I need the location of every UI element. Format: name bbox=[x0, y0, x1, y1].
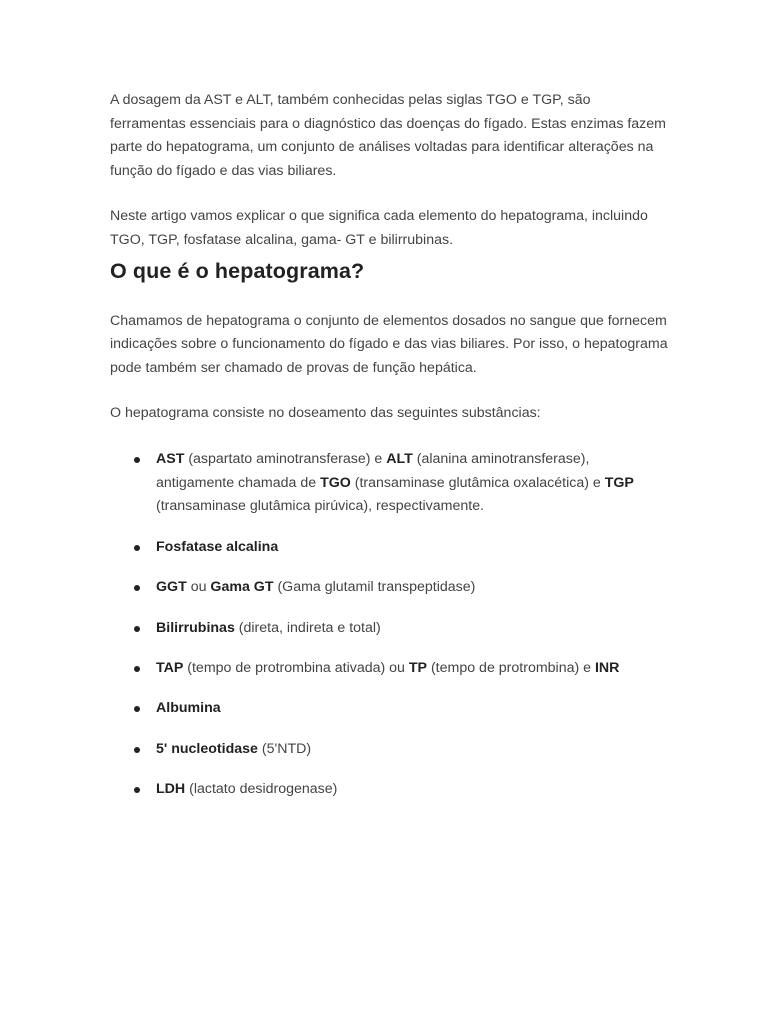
bullet-icon bbox=[134, 787, 140, 793]
section-paragraph: O hepatograma consiste no doseamento das seguintes substâncias: bbox=[110, 405, 541, 422]
intro-paragraph: A dosagem da AST e ALT, também conhecidas pelas siglas TGO e TGP, são ferramentas essenciais para o diagnóstico das doenças do fígado. Estas enzimas fazem parte do hepatograma, um conjunto de análises voltadas para identificar alterações na função do fígado e das vias biliares. bbox=[110, 92, 666, 179]
bullet-icon bbox=[134, 666, 140, 672]
description: (tempo de protrombina ativada) ou bbox=[183, 659, 409, 676]
term: Gama GT bbox=[210, 579, 274, 596]
intro-paragraph: Neste artigo vamos explicar o que significa cada elemento do hepatograma, incluindo TGO, TGP, fosfatase alcalina, gama- GT e bilirrubinas. bbox=[110, 208, 648, 248]
description: ou bbox=[186, 579, 211, 596]
section-paragraph: Chamamos de hepatograma o conjunto de elementos dosados no sangue que fornecem indicações sobre o funcionamento do fígado e das vias biliares. Por isso, o hepatograma pode também ser chamado de provas de função hepática. bbox=[110, 312, 668, 376]
description: (aspartato aminotransferase) e bbox=[184, 450, 387, 467]
list-item bbox=[110, 617, 670, 641]
description: (5'NTD) bbox=[257, 740, 312, 757]
term: GGT bbox=[156, 579, 187, 596]
description: (lactato desidrogenase) bbox=[185, 781, 338, 798]
description: (transaminase glutâmica pirúvica), respectivamente. bbox=[156, 498, 485, 515]
term: 5' nucleotidase bbox=[156, 740, 258, 757]
bullet-icon bbox=[134, 747, 140, 753]
term: TAP bbox=[156, 659, 184, 676]
bullet-icon bbox=[134, 585, 140, 591]
list-item bbox=[110, 738, 670, 762]
term: Fosfatase alcalina bbox=[156, 538, 279, 555]
term: ALT bbox=[386, 450, 413, 467]
description: (tempo de protrombina) e bbox=[427, 659, 595, 676]
description: (transaminase glutâmica oxalacética) e bbox=[350, 474, 605, 491]
term: TGO bbox=[320, 474, 351, 491]
term: LDH bbox=[156, 781, 186, 798]
section-heading: O que é o hepatograma? bbox=[110, 258, 365, 283]
term: INR bbox=[594, 659, 620, 676]
list-item bbox=[110, 657, 670, 681]
bullet-icon bbox=[134, 626, 140, 632]
term: TP bbox=[408, 659, 428, 676]
list-item bbox=[110, 448, 670, 519]
description: (alanina aminotransferase), antigamente chamada de bbox=[156, 450, 590, 491]
list-item bbox=[110, 576, 670, 600]
list-item bbox=[110, 697, 670, 721]
bullet-icon bbox=[134, 457, 140, 463]
description: (direta, indireta e total) bbox=[234, 619, 381, 636]
bullet-icon bbox=[134, 706, 140, 712]
description: (Gama glutamil transpeptidase) bbox=[273, 579, 476, 596]
term: Bilirrubinas bbox=[156, 619, 235, 636]
list-item bbox=[110, 536, 670, 560]
list-item bbox=[110, 778, 670, 802]
article-body bbox=[110, 89, 670, 818]
term: TGP bbox=[604, 474, 634, 491]
term: AST bbox=[156, 450, 185, 467]
term: Albumina bbox=[156, 700, 221, 717]
substances-list bbox=[110, 448, 670, 802]
bullet-icon bbox=[134, 545, 140, 551]
